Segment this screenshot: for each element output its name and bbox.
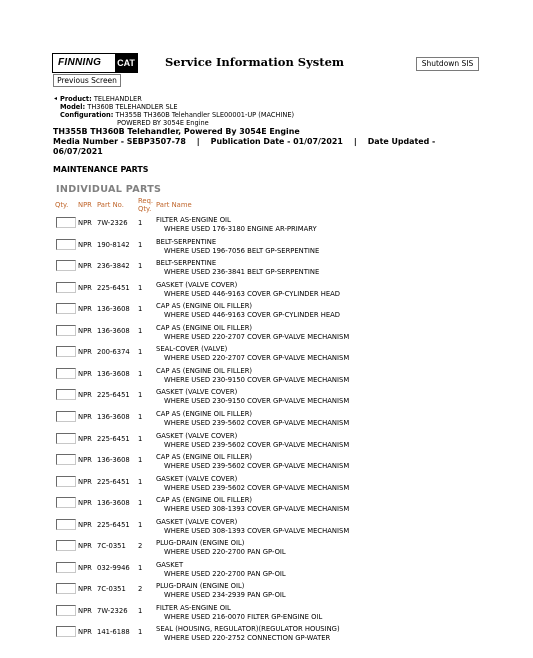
npr-cell: NPR (78, 369, 92, 378)
qty-input[interactable] (56, 476, 76, 487)
table-row (0, 238, 533, 259)
npr-cell: NPR (78, 606, 92, 615)
qty-input[interactable] (56, 626, 76, 637)
qty-input[interactable] (56, 325, 76, 336)
where-used-cell: WHERE USED 239-5602 COVER GP-VALVE MECHANISM (164, 483, 350, 492)
where-used-cell: WHERE USED 308-1393 COVER GP-VALVE MECHANISM (164, 505, 350, 514)
part-name-cell: CAP AS (ENGINE OIL FILLER) (156, 302, 253, 311)
part-number-cell: 7W-2326 (97, 219, 128, 227)
req-qty-cell: 1 (138, 240, 143, 249)
part-number-cell: 136-3608 (97, 305, 130, 314)
npr-cell: NPR (78, 585, 92, 594)
part-name-cell: SEAL (HOUSING, REGULATOR)(REGULATOR HOUSING) (156, 625, 340, 634)
table-row (0, 345, 533, 366)
cat-logo-mark: CAT (115, 54, 137, 72)
part-number-cell: 136-3608 (97, 499, 130, 508)
npr-cell: NPR (78, 348, 92, 357)
where-used-cell: WHERE USED 216-0070 FILTER GP-ENGINE OIL (164, 612, 323, 621)
configuration-value: TH355B TH360B Telehandler SLE00001-UP (MACHINE) (115, 111, 295, 119)
where-used-cell: WHERE USED 220-2752 CONNECTION GP-WATER (164, 634, 331, 643)
req-qty-cell: 1 (138, 262, 143, 271)
where-used-cell: WHERE USED 239-5602 COVER GP-VALVE MECHANISM (164, 418, 350, 427)
part-number-cell: 236-3842 (97, 262, 130, 271)
previous-screen-button[interactable]: Previous Screen (53, 74, 121, 87)
npr-cell: NPR (78, 262, 92, 271)
col-header-req-qty (138, 197, 153, 213)
npr-cell: NPR (78, 305, 92, 314)
table-row (0, 216, 533, 237)
req-qty-cell: 1 (138, 326, 143, 335)
where-used-cell: WHERE USED 220-2700 PAN GP-OIL (164, 569, 286, 578)
where-used-cell: WHERE USED 308-1393 COVER GP-VALVE MECHANISM (164, 526, 350, 535)
part-number-cell: 190-8142 (97, 240, 130, 249)
part-name-cell: CAP AS (ENGINE OIL FILLER) (156, 496, 253, 505)
req-qty-cell: 1 (138, 456, 143, 465)
npr-cell: NPR (78, 542, 92, 551)
req-qty-cell: 1 (138, 520, 143, 529)
app-title: Service Information System (165, 55, 345, 69)
part-name-cell: FILTER AS-ENGINE OIL (156, 216, 231, 224)
where-used-cell: WHERE USED 239-5602 COVER GP-VALVE MECHANISM (164, 462, 350, 471)
part-name-cell: GASKET (VALVE COVER) (156, 388, 238, 397)
table-row (0, 582, 533, 603)
where-used-cell: WHERE USED 239-5602 COVER GP-VALVE MECHANISM (164, 440, 350, 449)
where-used-cell: WHERE USED 220-2707 COVER GP-VALVE MECHANISM (164, 332, 350, 341)
qty-input[interactable] (56, 346, 76, 357)
where-used-cell: WHERE USED 234-2939 PAN GP-OIL (164, 591, 286, 600)
where-used-cell: WHERE USED 196-7056 BELT GP-SERPENTINE (164, 246, 320, 255)
req-qty-cell: 1 (138, 499, 143, 508)
req-qty-cell: 1 (138, 283, 143, 292)
part-name-cell: PLUG-DRAIN (ENGINE OIL) (156, 539, 245, 548)
qty-input[interactable] (56, 454, 76, 465)
table-row (0, 475, 533, 496)
part-number-cell: 225-6451 (97, 477, 130, 486)
part-name-cell: GASKET (156, 560, 184, 569)
part-name-cell: CAP AS (ENGINE OIL FILLER) (156, 323, 253, 332)
col-header-part-no: Part No. (97, 201, 124, 209)
media-publication-line: Media Number - SEBP3507-78 | Publication Date - 01/07/2021 | Date Updated - (53, 137, 436, 146)
part-number-cell: 7C-0351 (97, 585, 126, 594)
part-name-cell: SEAL-COVER (VALVE) (156, 345, 228, 354)
req-qty-cell: 1 (138, 606, 143, 615)
table-row (0, 539, 533, 560)
part-number-cell: 136-3608 (97, 412, 130, 421)
finning-cat-logo (52, 53, 138, 73)
col-header-req: Req. (138, 197, 154, 205)
req-qty-cell: 1 (138, 434, 143, 443)
req-qty-cell: 1 (138, 628, 143, 637)
document-title: TH355B TH360B Telehandler, Powered By 3054E Engine (53, 127, 300, 136)
back-arrow-icon[interactable]: ◂ (54, 95, 58, 102)
npr-cell: NPR (78, 219, 92, 227)
part-name-cell: CAP AS (ENGINE OIL FILLER) (156, 366, 253, 375)
part-number-cell: 225-6451 (97, 520, 130, 529)
npr-cell: NPR (78, 477, 92, 486)
npr-cell: NPR (78, 520, 92, 529)
npr-cell: NPR (78, 412, 92, 421)
npr-cell: NPR (78, 563, 92, 572)
col-header-npr: NPR (78, 201, 92, 209)
configuration-label: Configuration: (60, 111, 114, 119)
where-used-cell: WHERE USED 220-2707 COVER GP-VALVE MECHANISM (164, 354, 350, 363)
configuration-value-2: POWERED BY 3054E Engine (117, 119, 209, 127)
section-title: MAINTENANCE PARTS (53, 165, 149, 174)
part-name-cell: BELT-SERPENTINE (156, 259, 217, 268)
col-header-part-name: Part Name (156, 201, 192, 209)
part-name-cell: GASKET (VALVE COVER) (156, 474, 238, 483)
table-row (0, 432, 533, 453)
where-used-cell: WHERE USED 236-3841 BELT GP-SERPENTINE (164, 268, 320, 277)
req-qty-cell: 1 (138, 219, 143, 227)
individual-parts-heading: INDIVIDUAL PARTS (56, 184, 162, 195)
part-number-cell: 136-3608 (97, 456, 130, 465)
qty-input[interactable] (56, 282, 76, 293)
qty-input[interactable] (56, 562, 76, 573)
table-row (0, 259, 533, 280)
npr-cell: NPR (78, 240, 92, 249)
part-name-cell: BELT-SERPENTINE (156, 237, 217, 246)
part-number-cell: 200-6374 (97, 348, 130, 357)
shutdown-sis-button[interactable]: Shutdown SIS (416, 57, 479, 71)
req-qty-cell: 1 (138, 477, 143, 486)
part-name-cell: CAP AS (ENGINE OIL FILLER) (156, 409, 253, 418)
req-qty-cell: 1 (138, 348, 143, 357)
part-number-cell: 136-3608 (97, 369, 130, 378)
qty-input[interactable] (56, 389, 76, 400)
product-value: TELEHANDLER (93, 95, 142, 103)
qty-input[interactable] (56, 497, 76, 508)
qty-input[interactable] (56, 368, 76, 379)
product-label: Product: (60, 95, 92, 103)
part-name-cell: PLUG-DRAIN (ENGINE OIL) (156, 582, 245, 591)
req-qty-cell: 1 (138, 412, 143, 421)
qty-input[interactable] (56, 605, 76, 616)
table-row (0, 324, 533, 345)
where-used-cell: WHERE USED 230-9150 COVER GP-VALVE MECHANISM (164, 375, 350, 384)
part-number-cell: 136-3608 (97, 326, 130, 335)
model-line (60, 103, 178, 111)
req-qty-cell: 2 (138, 542, 143, 551)
table-row (0, 496, 533, 517)
table-row (0, 561, 533, 582)
req-qty-cell: 1 (138, 563, 143, 572)
table-row (0, 281, 533, 302)
part-number-cell: 225-6451 (97, 434, 130, 443)
table-row (0, 410, 533, 431)
req-qty-cell: 2 (138, 585, 143, 594)
part-number-cell: 032-9946 (97, 563, 130, 572)
npr-cell: NPR (78, 499, 92, 508)
table-row (0, 604, 533, 625)
col-header-qty: Qty. (55, 201, 69, 209)
qty-input[interactable] (56, 519, 76, 530)
table-row (0, 518, 533, 539)
date-updated: 06/07/2021 (53, 147, 103, 156)
part-name-cell: FILTER AS-ENGINE OIL (156, 603, 231, 612)
table-row (0, 367, 533, 388)
qty-input[interactable] (56, 583, 76, 594)
where-used-cell: WHERE USED 446-9163 COVER GP-CYLINDER HEAD (164, 311, 340, 320)
part-number-cell: 7W-2326 (97, 606, 128, 615)
table-row (0, 302, 533, 323)
qty-input[interactable] (56, 540, 76, 551)
table-row (0, 388, 533, 409)
req-qty-cell: 1 (138, 369, 143, 378)
part-number-cell: 225-6451 (97, 283, 130, 292)
npr-cell: NPR (78, 283, 92, 292)
qty-input[interactable] (56, 303, 76, 314)
table-row (0, 453, 533, 474)
model-label: Model: (60, 103, 86, 111)
req-qty-cell: 1 (138, 391, 143, 400)
qty-input[interactable] (56, 217, 76, 228)
req-qty-cell: 1 (138, 305, 143, 314)
where-used-cell: WHERE USED 176-3180 ENGINE AR-PRIMARY (164, 225, 317, 233)
qty-input[interactable] (56, 239, 76, 250)
table-row (0, 625, 533, 646)
part-number-cell: 225-6451 (97, 391, 130, 400)
part-number-cell: 141-6188 (97, 628, 130, 637)
product-line (60, 95, 142, 103)
npr-cell: NPR (78, 456, 92, 465)
npr-cell: NPR (78, 434, 92, 443)
model-value: TH360B TELEHANDLER SLE (87, 103, 178, 111)
where-used-cell: WHERE USED 220-2700 PAN GP-OIL (164, 548, 286, 557)
qty-input[interactable] (56, 260, 76, 271)
where-used-cell: WHERE USED 446-9163 COVER GP-CYLINDER HEAD (164, 289, 340, 298)
logo-wordmark: FINNING (58, 57, 102, 68)
qty-input[interactable] (56, 411, 76, 422)
npr-cell: NPR (78, 326, 92, 335)
col-header-req-qty-2: Qty. (138, 205, 152, 213)
part-name-cell: GASKET (VALVE COVER) (156, 431, 238, 440)
qty-input[interactable] (56, 433, 76, 444)
part-name-cell: GASKET (VALVE COVER) (156, 280, 238, 289)
npr-cell: NPR (78, 391, 92, 400)
npr-cell: NPR (78, 628, 92, 637)
part-name-cell: GASKET (VALVE COVER) (156, 517, 238, 526)
part-name-cell: CAP AS (ENGINE OIL FILLER) (156, 453, 253, 462)
part-number-cell: 7C-0351 (97, 542, 126, 551)
where-used-cell: WHERE USED 230-9150 COVER GP-VALVE MECHANISM (164, 397, 350, 406)
document-header (53, 127, 473, 157)
configuration-line (60, 111, 294, 119)
